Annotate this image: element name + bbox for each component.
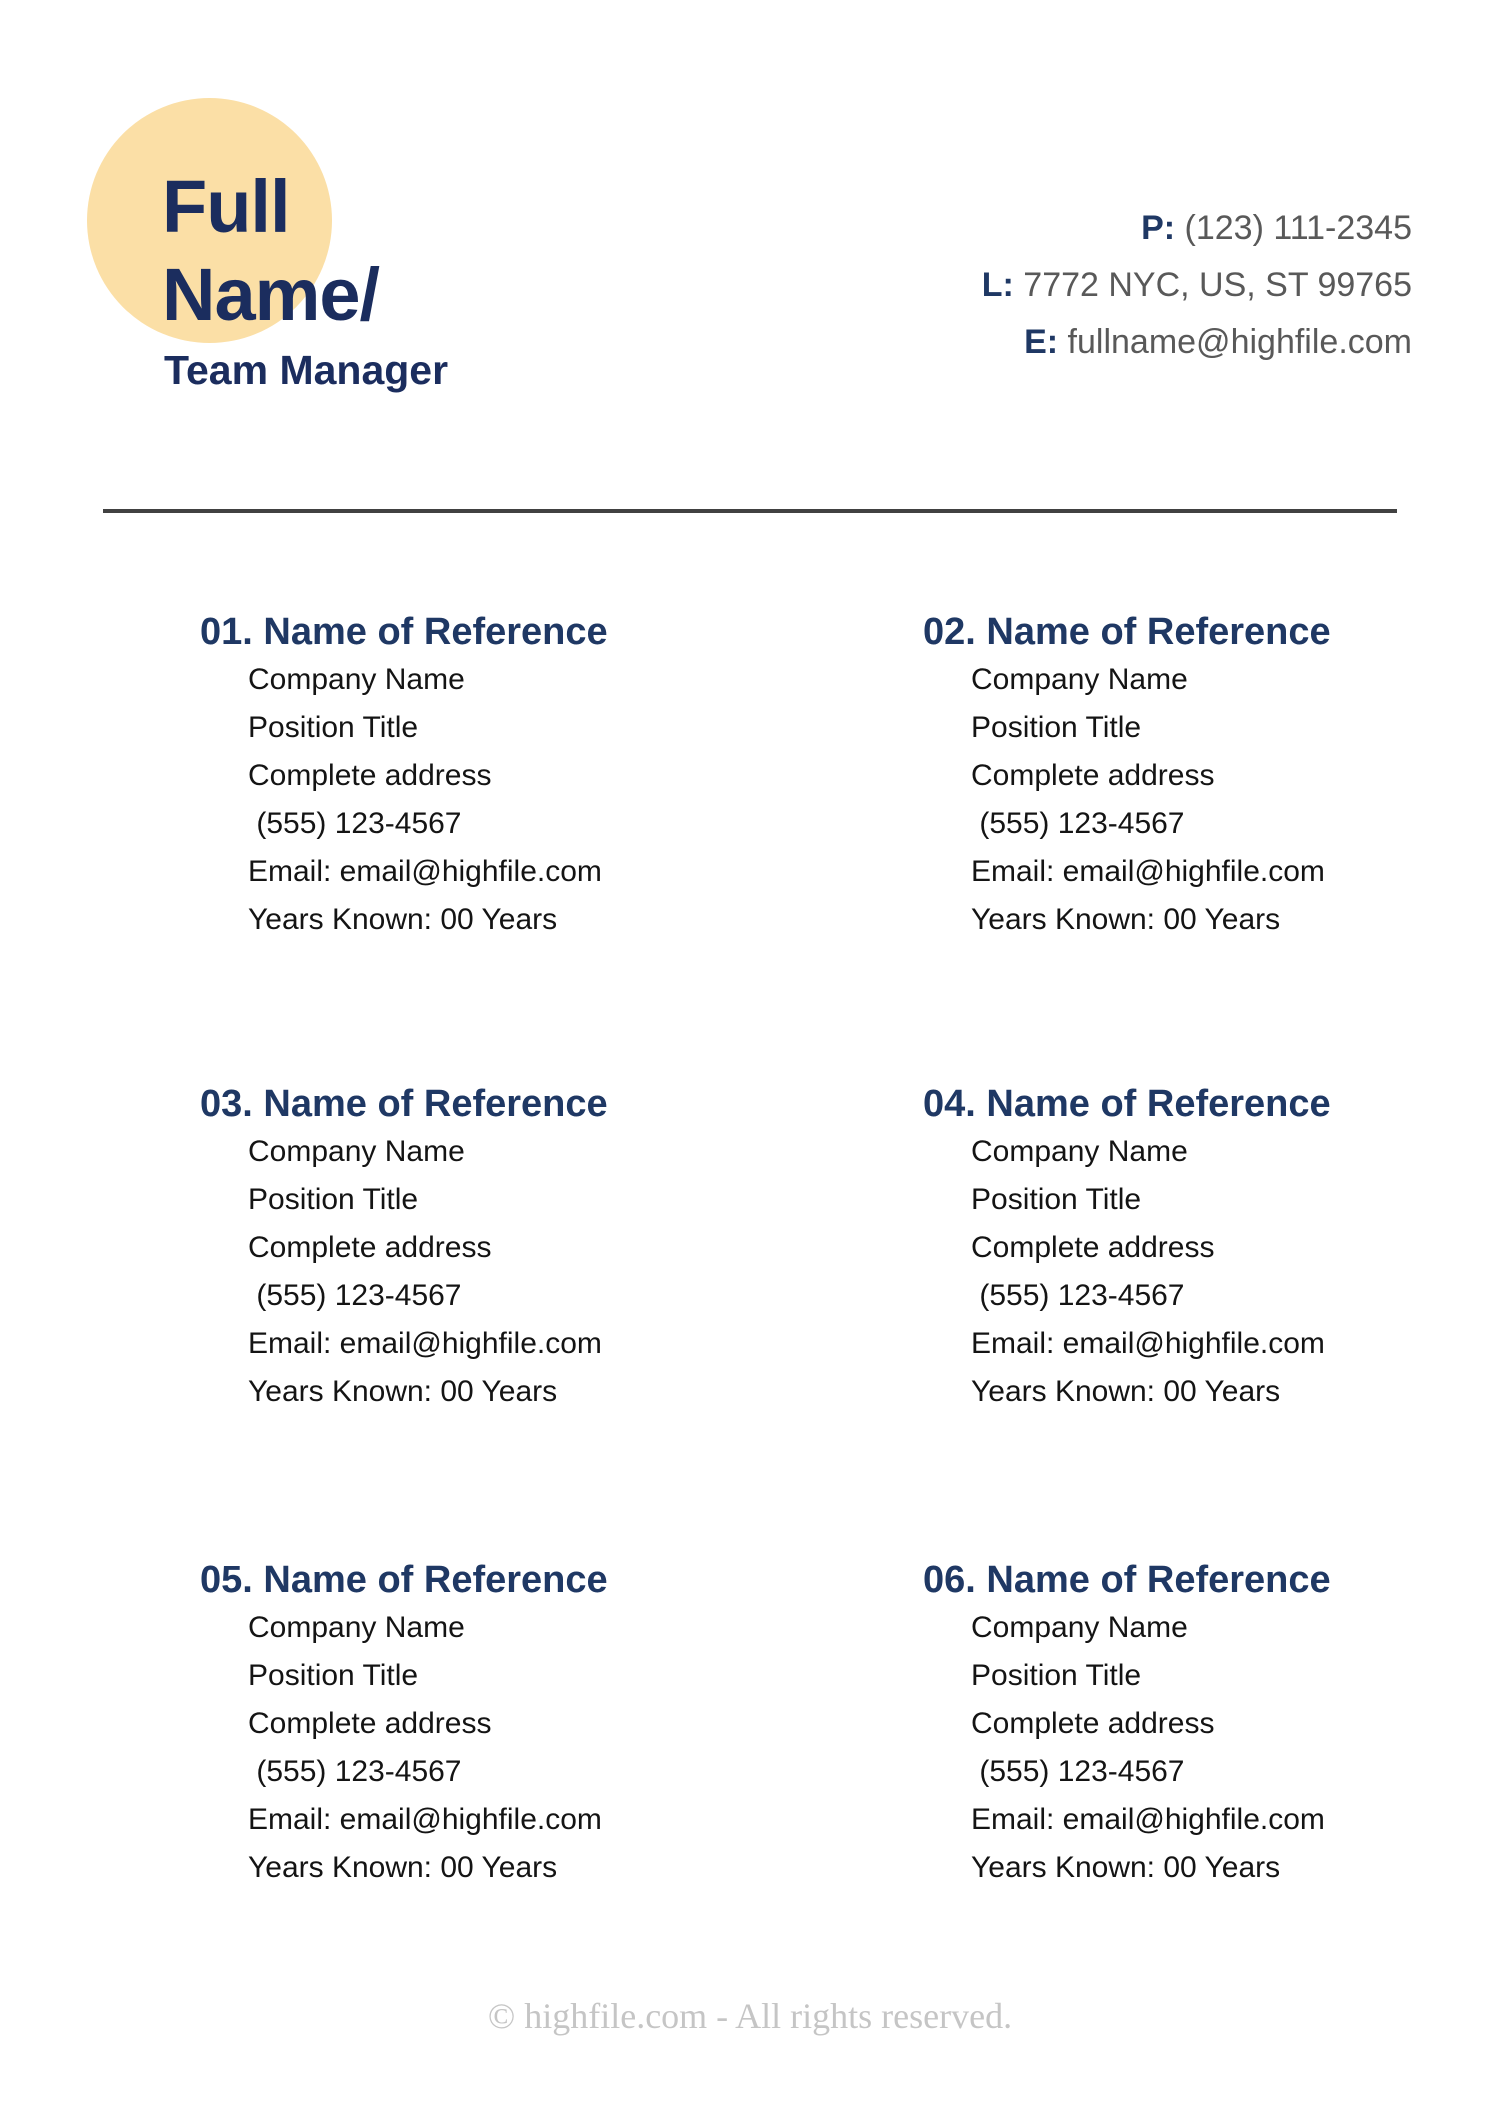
company-name: Company Name: [248, 1135, 465, 1168]
reference-name: Name of Reference: [263, 611, 608, 653]
phone: (555) 123-4567: [248, 807, 462, 840]
reference-name: Name of Reference: [263, 1559, 608, 1601]
reference-heading: [923, 608, 1500, 656]
contact-info: [982, 200, 1412, 371]
location-label: L:: [981, 266, 1014, 304]
years-known: Years Known: 00 Years: [971, 1375, 1281, 1408]
company-name: Company Name: [248, 663, 465, 696]
years-known: Years Known: 00 Years: [971, 1851, 1281, 1884]
reference-number: 05.: [200, 1559, 253, 1601]
reference-number: 04.: [923, 1083, 976, 1125]
address: Complete address: [248, 759, 492, 792]
address: Complete address: [248, 1707, 492, 1740]
address: Complete address: [971, 1231, 1215, 1264]
full-name: [162, 163, 379, 339]
reference-block-2: [923, 608, 1500, 944]
full-name-line2: Name/: [162, 253, 380, 336]
reference-details: [248, 1128, 860, 1416]
contact-email: [982, 314, 1412, 371]
reference-number: 02.: [923, 611, 976, 653]
reference-heading: [200, 1080, 860, 1128]
reference-number: 01.: [200, 611, 253, 653]
reference-block-6: [923, 1556, 1500, 1892]
reference-block-4: [923, 1080, 1500, 1416]
phone-value: (123) 111-2345: [1184, 209, 1412, 247]
contact-phone: [982, 200, 1412, 257]
reference-name: Name of Reference: [986, 1559, 1331, 1601]
phone: (555) 123-4567: [971, 1755, 1185, 1788]
position-title: Position Title: [971, 711, 1142, 744]
reference-number: 06.: [923, 1559, 976, 1601]
email: Email: email@highfile.com: [248, 1327, 602, 1360]
company-name: Company Name: [971, 663, 1188, 696]
address: Complete address: [971, 759, 1215, 792]
reference-details: [248, 1604, 860, 1892]
reference-details: [971, 1604, 1500, 1892]
reference-block-3: [200, 1080, 860, 1416]
email: Email: email@highfile.com: [971, 1803, 1325, 1836]
email: Email: email@highfile.com: [971, 855, 1325, 888]
email: Email: email@highfile.com: [971, 1327, 1325, 1360]
position-title: Position Title: [248, 1659, 419, 1692]
copyright-notice: © highfile.com - All rights reserved.: [487, 1996, 1013, 2036]
header-divider: [103, 509, 1397, 513]
phone: (555) 123-4567: [971, 807, 1185, 840]
reference-heading: [923, 1556, 1500, 1604]
reference-name: Name of Reference: [263, 1083, 608, 1125]
position-title: Position Title: [248, 1183, 419, 1216]
reference-name: Name of Reference: [986, 611, 1331, 653]
email-label: E:: [1024, 323, 1059, 361]
reference-details: [971, 656, 1500, 944]
reference-block-1: [200, 608, 860, 944]
phone-label: P:: [1141, 209, 1176, 247]
contact-location: [982, 257, 1412, 314]
address: Complete address: [248, 1231, 492, 1264]
years-known: Years Known: 00 Years: [971, 903, 1281, 936]
email-value: fullname@highfile.com: [1067, 323, 1412, 361]
address: Complete address: [971, 1707, 1215, 1740]
years-known: Years Known: 00 Years: [248, 903, 558, 936]
reference-heading: [200, 608, 860, 656]
email: Email: email@highfile.com: [248, 855, 602, 888]
phone: (555) 123-4567: [971, 1279, 1185, 1312]
reference-block-5: [200, 1556, 860, 1892]
reference-heading: [200, 1556, 860, 1604]
full-name-line1: Full: [162, 165, 290, 248]
position-title: Position Title: [971, 1183, 1142, 1216]
company-name: Company Name: [248, 1611, 465, 1644]
reference-heading: [923, 1080, 1500, 1128]
reference-details: [971, 1128, 1500, 1416]
position-title: Position Title: [971, 1659, 1142, 1692]
company-name: Company Name: [971, 1135, 1188, 1168]
reference-name: Name of Reference: [986, 1083, 1331, 1125]
company-name: Company Name: [971, 1611, 1188, 1644]
phone: (555) 123-4567: [248, 1279, 462, 1312]
job-title: Team Manager: [164, 347, 449, 393]
phone: (555) 123-4567: [248, 1755, 462, 1788]
reference-number: 03.: [200, 1083, 253, 1125]
years-known: Years Known: 00 Years: [248, 1851, 558, 1884]
email: Email: email@highfile.com: [248, 1803, 602, 1836]
years-known: Years Known: 00 Years: [248, 1375, 558, 1408]
reference-details: [248, 656, 860, 944]
position-title: Position Title: [248, 711, 419, 744]
location-value: 7772 NYC, US, ST 99765: [1023, 266, 1412, 304]
